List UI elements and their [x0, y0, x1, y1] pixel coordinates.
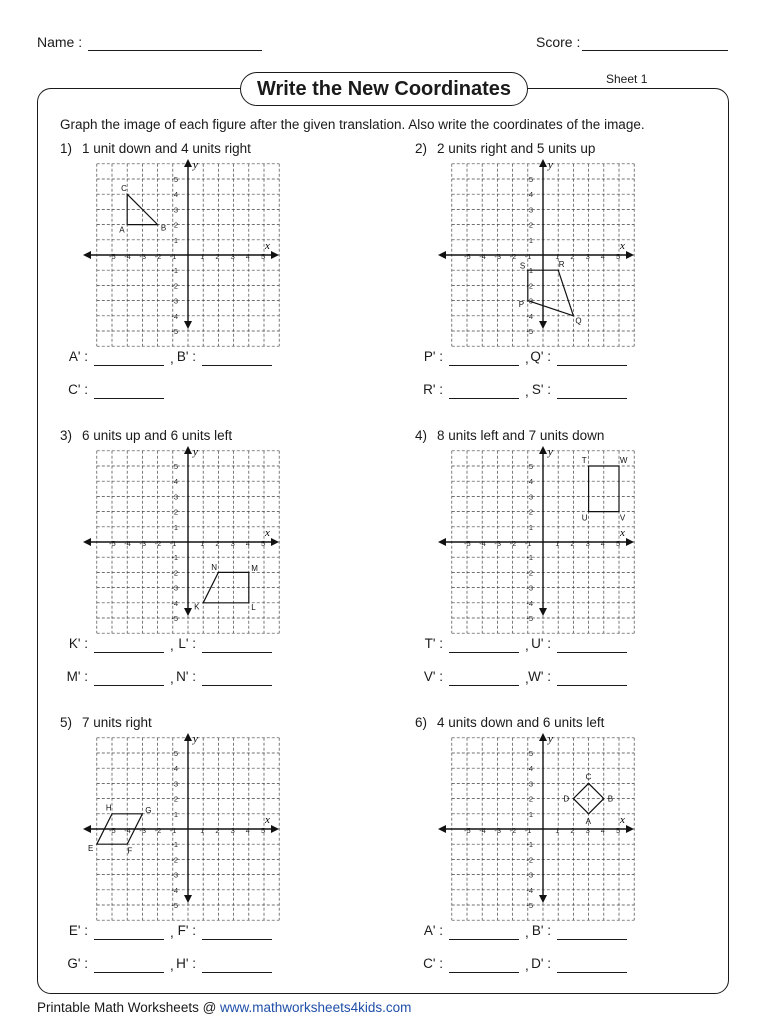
y-tick-label: -3: [526, 583, 533, 593]
y-axis-label: y: [548, 159, 553, 171]
problem-1-heading: [60, 141, 251, 156]
answer-separator: ,: [525, 925, 529, 940]
x-tick-label: 1: [200, 252, 205, 261]
vertex-label-b: B: [607, 794, 614, 804]
answer-separator: ,: [170, 925, 174, 940]
y-axis-arrow-down: [184, 608, 192, 616]
answer-separator: ,: [525, 638, 529, 653]
y-axis-label: y: [193, 446, 198, 458]
footer-link[interactable]: www.mathworksheets4kids.com: [220, 1000, 412, 1015]
x-tick-label: -2: [509, 826, 517, 835]
vertex-label-d: D: [563, 794, 570, 804]
x-axis-label: x: [265, 527, 270, 539]
y-tick-label: -5: [171, 901, 178, 910]
x-axis-label: x: [620, 527, 625, 539]
x-tick-label: 4: [600, 252, 605, 261]
y-axis-label: y: [193, 733, 198, 745]
y-tick-label: -4: [526, 311, 533, 321]
x-axis-arrow-left: [438, 825, 446, 833]
answer-separator: ,: [170, 671, 174, 686]
answer-blank[interactable]: [557, 652, 627, 653]
answer-label: D' :: [531, 956, 551, 971]
problem-3-heading: [60, 428, 232, 443]
instructions: Graph the image of each figure after the given translation. Also write the coordinates of the image.: [60, 117, 645, 132]
x-tick-label: -3: [494, 252, 502, 261]
answer-label: B' :: [176, 349, 196, 364]
vertex-label-u: U: [581, 513, 588, 523]
y-tick-label: 4: [173, 764, 178, 774]
y-tick-label: 2: [528, 220, 533, 230]
answer-label: M' :: [66, 669, 88, 684]
name-field[interactable]: [88, 50, 262, 51]
x-tick-label: -2: [154, 539, 162, 548]
x-tick-label: -3: [139, 826, 147, 835]
problem-text: 4 units down and 6 units left: [437, 715, 605, 730]
problem-number: 2): [415, 141, 428, 156]
y-tick-label: 1: [173, 809, 178, 819]
y-tick-label: 1: [528, 235, 533, 245]
x-axis-label: x: [620, 240, 625, 252]
x-axis-arrow-left: [83, 251, 91, 259]
answer-blank[interactable]: [94, 398, 164, 399]
x-tick-label: -5: [464, 826, 471, 835]
y-axis-arrow-down: [539, 608, 547, 616]
y-axis-arrow-up: [184, 159, 192, 167]
y-tick-label: -2: [526, 568, 533, 578]
y-axis-arrow-up: [539, 446, 547, 454]
x-tick-label: -1: [524, 539, 532, 548]
y-tick-label: 4: [528, 190, 533, 200]
x-tick-label: -5: [464, 252, 471, 261]
answer-separator: ,: [170, 638, 174, 653]
answer-blank[interactable]: [449, 685, 519, 686]
answer-label: U' :: [531, 636, 551, 651]
x-axis-arrow-left: [83, 825, 91, 833]
y-tick-label: 2: [173, 794, 178, 804]
y-tick-label: -2: [526, 281, 533, 291]
x-tick-label: 5: [616, 826, 621, 835]
answer-label: R' :: [423, 382, 443, 397]
x-tick-label: 4: [245, 252, 250, 261]
y-tick-label: 3: [173, 492, 178, 502]
y-tick-label: -4: [171, 598, 178, 608]
x-tick-label: 3: [230, 252, 235, 261]
answer-separator: ,: [525, 384, 529, 399]
x-tick-label: -3: [494, 826, 502, 835]
y-tick-label: 3: [528, 492, 533, 502]
problem-5-heading: [60, 715, 152, 730]
coordinate-grid-1: [83, 159, 283, 336]
answer-separator: ,: [170, 958, 174, 973]
problem-6-heading: [415, 715, 604, 730]
x-axis-label: x: [265, 240, 270, 252]
y-tick-label: -1: [171, 840, 178, 850]
answer-blank[interactable]: [449, 398, 519, 399]
coordinate-grid-2: [438, 159, 638, 336]
x-tick-label: -4: [124, 826, 131, 835]
x-tick-label: -5: [109, 826, 116, 835]
y-tick-label: -4: [526, 598, 533, 608]
problem-2-heading: [415, 141, 595, 156]
answer-separator: ,: [525, 671, 529, 686]
problem-number: 4): [415, 428, 428, 443]
page-title: Write the New Coordinates: [240, 72, 528, 106]
y-axis-arrow-up: [539, 733, 547, 741]
answer-blank[interactable]: [202, 972, 272, 973]
x-axis-label: x: [620, 814, 625, 826]
footer-text: Printable Math Worksheets @: [37, 1000, 221, 1015]
x-tick-label: 2: [570, 826, 575, 835]
vertex-label-n: N: [211, 562, 217, 572]
x-tick-label: 1: [555, 252, 560, 261]
y-tick-label: -3: [526, 870, 533, 880]
x-tick-label: 5: [261, 539, 266, 548]
y-tick-label: 5: [528, 749, 533, 758]
problem-number: 5): [60, 715, 73, 730]
y-tick-label: 1: [173, 522, 178, 532]
answer-blank[interactable]: [449, 365, 519, 366]
x-axis-arrow-left: [438, 538, 446, 546]
x-tick-label: 1: [200, 826, 205, 835]
x-axis-arrow-right: [271, 825, 279, 833]
y-tick-label: -1: [171, 266, 178, 276]
y-tick-label: -5: [526, 901, 533, 910]
x-tick-label: 2: [215, 826, 220, 835]
y-axis-arrow-up: [184, 733, 192, 741]
y-axis-arrow-up: [539, 159, 547, 167]
vertex-label-r: R: [558, 260, 565, 270]
y-tick-label: 3: [173, 205, 178, 215]
answer-label: C' :: [423, 956, 443, 971]
answer-blank[interactable]: [449, 972, 519, 973]
sheet-label: Sheet 1: [606, 72, 648, 86]
y-tick-label: -1: [526, 266, 533, 276]
x-tick-label: 5: [616, 539, 621, 548]
vertex-label-e: E: [87, 844, 94, 854]
y-tick-label: -2: [171, 568, 178, 578]
answer-blank[interactable]: [449, 939, 519, 940]
problem-text: 7 units right: [82, 715, 152, 730]
x-tick-label: 4: [245, 826, 250, 835]
vertex-label-p: P: [518, 300, 525, 310]
x-axis-arrow-right: [626, 538, 634, 546]
x-tick-label: -2: [154, 252, 162, 261]
answer-label: F' :: [177, 923, 196, 938]
problem-number: 3): [60, 428, 73, 443]
x-tick-label: 2: [215, 539, 220, 548]
coordinate-grid-4: [438, 446, 638, 623]
y-tick-label: 1: [528, 809, 533, 819]
x-tick-label: -5: [109, 252, 116, 261]
answer-label: E' :: [68, 923, 88, 938]
answer-blank[interactable]: [557, 398, 627, 399]
y-tick-label: -5: [171, 614, 178, 623]
y-tick-label: -5: [171, 327, 178, 336]
answer-blank[interactable]: [202, 685, 272, 686]
x-tick-label: -1: [169, 826, 177, 835]
answer-label: G' :: [67, 956, 88, 971]
vertex-label-b: B: [160, 223, 167, 233]
y-tick-label: 2: [173, 220, 178, 230]
answer-label: C' :: [68, 382, 88, 397]
answer-label: H' :: [176, 956, 196, 971]
y-tick-label: 3: [528, 779, 533, 789]
answer-blank[interactable]: [94, 972, 164, 973]
x-tick-label: 2: [215, 252, 220, 261]
answer-label: L' :: [178, 636, 196, 651]
y-axis-label: y: [193, 159, 198, 171]
x-tick-label: -1: [524, 826, 532, 835]
vertex-label-k: K: [194, 602, 200, 612]
answer-blank[interactable]: [202, 939, 272, 940]
answer-label: S' :: [531, 382, 551, 397]
y-tick-label: -1: [171, 553, 178, 563]
answer-separator: ,: [525, 351, 529, 366]
problem-text: 1 unit down and 4 units right: [82, 141, 251, 156]
x-tick-label: 3: [585, 539, 590, 548]
answer-blank[interactable]: [94, 652, 164, 653]
x-tick-label: 4: [600, 826, 605, 835]
answer-blank[interactable]: [557, 972, 627, 973]
x-tick-label: 1: [555, 826, 560, 835]
vertex-label-q: Q: [575, 316, 582, 326]
x-tick-label: -5: [109, 539, 116, 548]
y-axis-arrow-down: [184, 895, 192, 903]
x-tick-label: 3: [585, 252, 590, 261]
x-tick-label: 1: [200, 539, 205, 548]
vertex-label-a: A: [119, 225, 125, 235]
y-tick-label: 1: [173, 235, 178, 245]
y-tick-label: -2: [171, 855, 178, 865]
y-axis-arrow-down: [539, 895, 547, 903]
y-tick-label: -3: [171, 583, 178, 593]
y-tick-label: 1: [528, 522, 533, 532]
problem-text: 6 units up and 6 units left: [82, 428, 233, 443]
answer-label: V' :: [423, 669, 443, 684]
x-tick-label: 5: [616, 252, 621, 261]
x-axis-label: x: [265, 814, 270, 826]
answer-blank[interactable]: [202, 365, 272, 366]
problem-number: 6): [415, 715, 428, 730]
problem-text: 2 units right and 5 units up: [437, 141, 596, 156]
vertex-label-v: V: [619, 513, 626, 523]
y-tick-label: 4: [528, 764, 533, 774]
problem-4-heading: [415, 428, 604, 443]
y-tick-label: 3: [173, 779, 178, 789]
vertex-label-l: L: [251, 603, 256, 613]
x-tick-label: -4: [479, 539, 486, 548]
vertex-label-w: W: [619, 456, 628, 466]
x-tick-label: 3: [230, 826, 235, 835]
x-tick-label: 1: [555, 539, 560, 548]
figure-polygon: [528, 270, 574, 316]
x-tick-label: -4: [124, 252, 131, 261]
x-axis-arrow-right: [626, 825, 634, 833]
score-field[interactable]: [582, 50, 728, 51]
x-tick-label: -1: [169, 539, 177, 548]
coordinate-grid-6: [438, 733, 638, 910]
x-tick-label: 2: [570, 252, 575, 261]
answer-blank[interactable]: [449, 652, 519, 653]
x-tick-label: -2: [154, 826, 162, 835]
x-tick-label: 2: [570, 539, 575, 548]
y-tick-label: -2: [526, 855, 533, 865]
y-tick-label: 2: [528, 507, 533, 517]
problem-text: 8 units left and 7 units down: [437, 428, 605, 443]
x-tick-label: 4: [245, 539, 250, 548]
answer-blank[interactable]: [94, 365, 164, 366]
x-tick-label: 3: [230, 539, 235, 548]
y-tick-label: 4: [173, 190, 178, 200]
x-tick-label: -5: [464, 539, 471, 548]
x-tick-label: 3: [585, 826, 590, 835]
y-axis-arrow-down: [184, 321, 192, 329]
vertex-label-f: F: [127, 846, 133, 856]
y-tick-label: -5: [526, 327, 533, 336]
x-tick-label: -4: [479, 826, 486, 835]
y-tick-label: 2: [528, 794, 533, 804]
x-tick-label: -1: [524, 252, 532, 261]
score-label: Score :: [536, 34, 581, 50]
answer-label: A' :: [423, 923, 443, 938]
answer-label: P' :: [423, 349, 443, 364]
answer-blank[interactable]: [94, 685, 164, 686]
x-axis-arrow-left: [83, 538, 91, 546]
y-tick-label: -4: [171, 885, 178, 895]
footer: [37, 1000, 411, 1015]
vertex-label-m: M: [251, 564, 258, 574]
answer-label: A' :: [68, 349, 88, 364]
y-tick-label: 4: [528, 477, 533, 487]
x-axis-arrow-left: [438, 251, 446, 259]
x-tick-label: -3: [494, 539, 502, 548]
y-axis-arrow-up: [184, 446, 192, 454]
answer-label: T' :: [424, 636, 443, 651]
answer-blank[interactable]: [94, 939, 164, 940]
vertex-label-c: C: [585, 772, 592, 782]
answer-label: N' :: [176, 669, 196, 684]
answer-label: W' :: [528, 669, 551, 684]
answer-label: B' :: [531, 923, 551, 938]
x-tick-label: -4: [124, 539, 131, 548]
x-tick-label: -3: [139, 539, 147, 548]
y-tick-label: -2: [171, 281, 178, 291]
coordinate-grid-3: [83, 446, 283, 623]
x-tick-label: -2: [509, 539, 517, 548]
y-axis-label: y: [548, 733, 553, 745]
x-tick-label: -1: [169, 252, 177, 261]
y-tick-label: -1: [526, 840, 533, 850]
y-tick-label: -5: [526, 614, 533, 623]
y-tick-label: 2: [173, 507, 178, 517]
y-axis-arrow-down: [539, 321, 547, 329]
vertex-label-c: C: [121, 183, 127, 193]
vertex-label-h: H: [105, 803, 112, 813]
vertex-label-s: S: [519, 261, 526, 271]
x-axis-arrow-right: [271, 251, 279, 259]
y-tick-label: 4: [173, 477, 178, 487]
name-label: Name :: [37, 34, 83, 50]
y-tick-label: -3: [171, 296, 178, 306]
answer-separator: ,: [170, 351, 174, 366]
vertex-label-g: G: [145, 805, 152, 815]
vertex-label-t: T: [581, 456, 587, 466]
y-tick-label: 5: [528, 462, 533, 471]
answer-blank[interactable]: [202, 652, 272, 653]
answer-separator: ,: [525, 958, 529, 973]
answer-label: Q' :: [530, 349, 551, 364]
y-tick-label: 5: [173, 175, 178, 184]
x-tick-label: 5: [261, 252, 266, 261]
x-tick-label: 5: [261, 826, 266, 835]
y-tick-label: -4: [526, 885, 533, 895]
y-tick-label: 5: [173, 749, 178, 758]
vertex-label-a: A: [585, 816, 591, 826]
x-tick-label: -2: [509, 252, 517, 261]
problem-number: 1): [60, 141, 73, 156]
x-tick-label: -4: [479, 252, 486, 261]
answer-blank[interactable]: [557, 939, 627, 940]
answer-blank[interactable]: [557, 685, 627, 686]
coordinate-grid-5: [83, 733, 283, 910]
y-tick-label: 5: [173, 462, 178, 471]
answer-label: K' :: [68, 636, 88, 651]
y-tick-label: 3: [528, 205, 533, 215]
x-axis-arrow-right: [626, 251, 634, 259]
x-tick-label: 4: [600, 539, 605, 548]
y-tick-label: -3: [171, 870, 178, 880]
x-axis-arrow-right: [271, 538, 279, 546]
x-tick-label: -3: [139, 252, 147, 261]
y-tick-label: 5: [528, 175, 533, 184]
y-tick-label: -1: [526, 553, 533, 563]
y-axis-label: y: [548, 446, 553, 458]
answer-blank[interactable]: [557, 365, 627, 366]
y-tick-label: -3: [526, 296, 533, 306]
y-tick-label: -4: [171, 311, 178, 321]
